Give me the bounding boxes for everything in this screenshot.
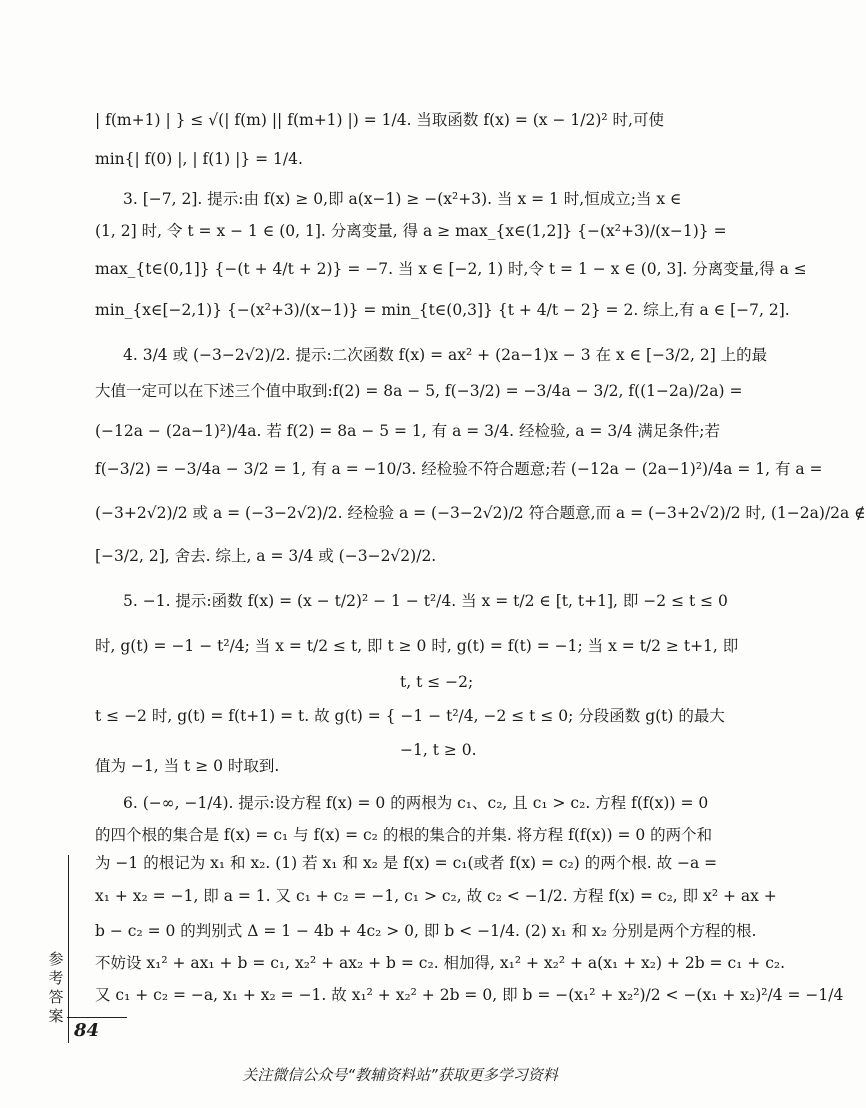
text-line: −1, t ≥ 0. — [400, 741, 477, 759]
page-number-rule — [111, 1017, 127, 1018]
text-line: 不妨设 x₁² + ax₁ + b = c₁, x₂² + ax₂ + b = c₂. 相加得, x₁² + x₂² + a(x₁ + x₂) + 2b = c₁ + c₂. — [95, 954, 786, 972]
sidebar-rule — [68, 855, 69, 1043]
text-line: max_{t∈(0,1]} {−(t + 4/t + 2)} = −7. 当 x ∈ [−2, 1) 时,令 t = 1 − x ∈ (0, 3]. 分离变量,得 a ≤ — [95, 260, 807, 278]
text-line: [−3/2, 2], 舍去. 综上, a = 3/4 或 (−3−2√2)/2. — [95, 547, 437, 565]
text-line: 4. 3/4 或 (−3−2√2)/2. 提示:二次函数 f(x) = ax² + (2a−1)x − 3 在 x ∈ [−3/2, 2] 上的最 — [123, 346, 768, 364]
text-line: (−12a − (2a−1)²)/4a. 若 f(2) = 8a − 5 = 1, 有 a = 3/4. 经检验, a = 3/4 满足条件;若 — [95, 422, 720, 440]
text-line: x₁ + x₂ = −1, 即 a = 1. 又 c₁ + c₂ = −1, c₁ > c₂, 故 c₂ < −1/2. 方程 f(x) = c₂, 即 x² + ax + — [95, 887, 777, 905]
text-line: (−3+2√2)/2 或 a = (−3−2√2)/2. 经检验 a = (−3−2√2)/2 符合题意,而 a = (−3+2√2)/2 时, (1−2a)/2a ∉ — [95, 504, 866, 522]
text-line: (1, 2] 时, 令 t = x − 1 ∈ (0, 1]. 分离变量, 得 a ≥ max_{x∈(1,2]} {−(x²+3)/(x−1)} = — [95, 222, 727, 240]
text-line: 大值一定可以在下述三个值中取到:f(2) = 8a − 5, f(−3/2) = −3/4a − 3/2, f((1−2a)/2a) = — [95, 382, 743, 400]
text-line: min_{x∈[−2,1)} {−(x²+3)/(x−1)} = min_{t∈(0,3]} {t + 4/t − 2} = 2. 综上,有 a ∈ [−7, 2]. — [95, 301, 790, 319]
text-line: t, t ≤ −2; — [400, 673, 474, 691]
text-line: 时, g(t) = −1 − t²/4; 当 x = t/2 ≤ t, 即 t ≥ 0 时, g(t) = f(t) = −1; 当 x = t/2 ≥ t+1, 即 — [95, 637, 739, 655]
text-line: f(−3/2) = −3/4a − 3/2 = 1, 有 a = −10/3. 经检验不符合题意;若 (−12a − (2a−1)²)/4a = 1, 有 a = — [95, 460, 823, 478]
text-line: min{| f(0) |, | f(1) |} = 1/4. — [95, 150, 303, 168]
sidebar-label: 参考答案 — [48, 950, 64, 1025]
footer-note: 关注微信公众号“教辅资料站”获取更多学习资料 — [242, 1066, 558, 1084]
text-line: 为 −1 的根记为 x₁ 和 x₂. (1) 若 x₁ 和 x₂ 是 f(x) = c₁(或者 f(x) = c₂) 的两个根. 故 −a = — [95, 854, 718, 872]
text-line: t ≤ −2 时, g(t) = f(t+1) = t. 故 g(t) = { −1 − t²/4, −2 ≤ t ≤ 0; 分段函数 g(t) 的最大 — [95, 707, 725, 725]
text-line: 值为 −1, 当 t ≥ 0 时取到. — [95, 757, 280, 775]
text-line: 3. [−7, 2]. 提示:由 f(x) ≥ 0,即 a(x−1) ≥ −(x²+3). 当 x = 1 时,恒成立;当 x ∈ — [123, 190, 682, 208]
text-line: 又 c₁ + c₂ = −a, x₁ + x₂ = −1. 故 x₁² + x₂² + 2b = 0, 即 b = −(x₁² + x₂²)/2 < −(x₁ + x₂)²/4 = −1/4 — [95, 986, 844, 1004]
text-line: | f(m+1) | } ≤ √(| f(m) || f(m+1) |) = 1/4. 当取函数 f(x) = (x − 1/2)² 时,可使 — [95, 111, 664, 129]
page-number: 84 — [74, 1020, 100, 1041]
text-line: 的四个根的集合是 f(x) = c₁ 与 f(x) = c₂ 的根的集合的并集. 将方程 f(f(x)) = 0 的两个和 — [95, 826, 713, 844]
text-line: b − c₂ = 0 的判别式 Δ = 1 − 4b + 4c₂ > 0, 即 b < −1/4. (2) x₁ 和 x₂ 分别是两个方程的根. — [95, 922, 757, 940]
text-line: 5. −1. 提示:函数 f(x) = (x − t/2)² − 1 − t²/4. 当 x = t/2 ∈ [t, t+1], 即 −2 ≤ t ≤ 0 — [123, 592, 728, 610]
text-line: 6. (−∞, −1/4). 提示:设方程 f(x) = 0 的两根为 c₁、c₂, 且 c₁ > c₂. 方程 f(f(x)) = 0 — [123, 794, 709, 812]
